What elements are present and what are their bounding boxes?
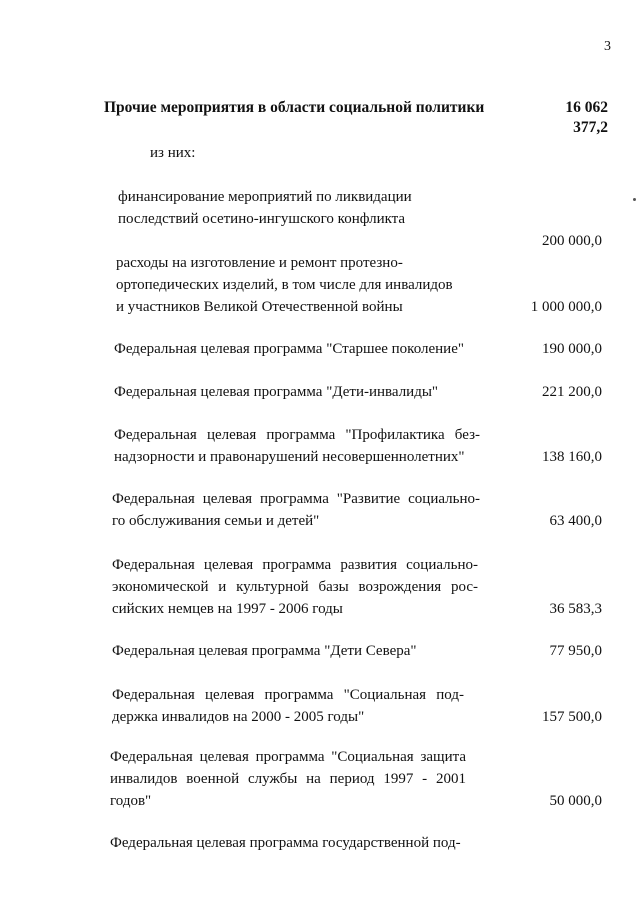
entry-amount: 63 400,0 <box>549 513 602 529</box>
entry-line: Федеральная целевая программа "Дети-инвалиды" <box>114 384 439 400</box>
entry-amount: 157 500,0 <box>542 709 602 725</box>
entry-line: последствий осетино-ингушского конфликта <box>118 211 406 227</box>
entry-amount: 138 160,0 <box>542 449 602 465</box>
entry-line: экономической и культурной базы возрождения рос- <box>112 579 478 595</box>
entry-line: и участников Великой Отечественной войны <box>116 299 403 315</box>
page-number: 3 <box>604 39 611 54</box>
entry-line: Федеральная целевая программа "Социальная под- <box>112 687 464 703</box>
entry-russian-germans <box>112 554 478 620</box>
entry-line: Федеральная целевая программа "Старшее поколение" <box>114 341 464 357</box>
entry-line: Федеральная целевая программа развития социально- <box>112 557 478 573</box>
section-heading <box>104 98 614 136</box>
entry-line: финансирование мероприятий по ликвидации <box>118 189 412 205</box>
entry-amount: 50 000,0 <box>549 793 602 809</box>
entry-state-support <box>110 832 480 854</box>
entry-line: годов" <box>110 793 152 809</box>
entry-neglect-prevention <box>114 424 480 468</box>
entry-family-services <box>112 488 480 532</box>
entry-line: надзорности и правонарушений несовершеннолетних" <box>114 449 465 465</box>
entry-children-of-north <box>112 640 482 662</box>
entry-ossetian-conflict <box>118 186 458 230</box>
entry-older-generation <box>114 338 484 360</box>
entry-line: сийских немцев на 1997 - 2006 годы <box>112 601 343 617</box>
entry-military-disabled <box>110 746 466 812</box>
entry-line: расходы на изготовление и ремонт протезно- <box>116 255 403 271</box>
of-which-label: из них: <box>150 145 196 161</box>
entry-amount: 190 000,0 <box>542 341 602 357</box>
entry-line: Федеральная целевая программа "Дети Севера" <box>112 643 417 659</box>
entry-disability-support <box>112 684 464 728</box>
entry-amount: 221 200,0 <box>542 384 602 400</box>
entry-disabled-children <box>114 381 484 403</box>
section-title: Прочие мероприятия в области социальной политики <box>104 99 485 116</box>
entry-line: держка инвалидов на 2000 - 2005 годы" <box>112 709 365 725</box>
entry-amount: 200 000,0 <box>542 233 602 249</box>
entry-amount: 77 950,0 <box>549 643 602 659</box>
entry-line: Федеральная целевая программа государственной под- <box>110 835 461 851</box>
entry-amount: 36 583,3 <box>549 601 602 617</box>
entry-line: Федеральная целевая программа "Развитие социально- <box>112 491 480 507</box>
entry-line: Федеральная целевая программа "Социальная защита <box>110 749 466 765</box>
entry-amount: 1 000 000,0 <box>530 299 602 315</box>
entry-line: ортопедических изделий, в том числе для инвалидов <box>116 277 453 293</box>
entry-line: Федеральная целевая программа "Профилактика без- <box>114 427 480 443</box>
entry-prosthetics <box>116 252 486 318</box>
section-total-amount: 16 062 377,2 <box>565 99 608 136</box>
scan-artifact-dot <box>633 198 636 201</box>
entry-line: инвалидов военной службы на период 1997 - 2001 <box>110 771 466 787</box>
entry-line: го обслуживания семьи и детей" <box>112 513 320 529</box>
